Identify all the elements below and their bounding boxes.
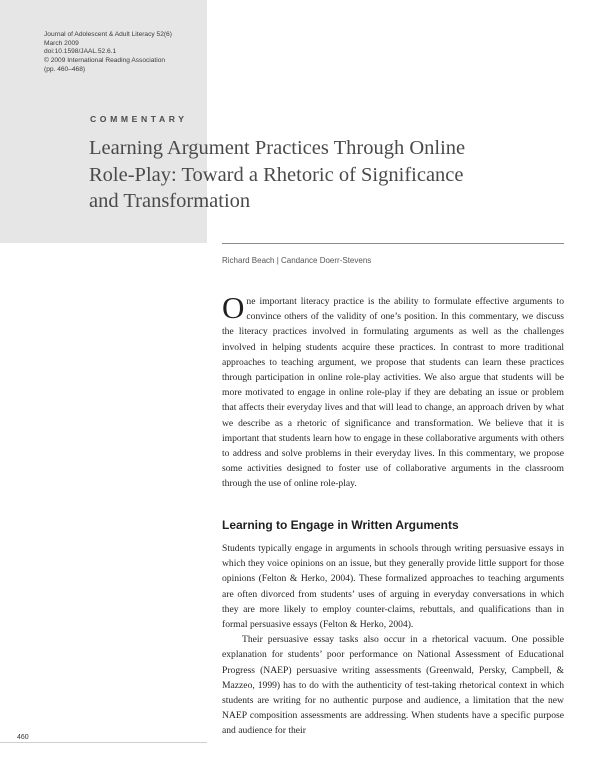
author-byline: Richard Beach | Candance Doerr-Stevens bbox=[222, 256, 372, 265]
page-number: 460 bbox=[17, 734, 29, 741]
title-line: and Transformation bbox=[89, 190, 251, 212]
abstract-paragraph bbox=[222, 290, 564, 492]
page-number-rule bbox=[0, 742, 207, 743]
title-divider bbox=[222, 243, 564, 244]
journal-line: doi:10.1598/JAAL.52.6.1 bbox=[44, 48, 117, 56]
abstract bbox=[222, 290, 564, 492]
abstract-text: ne important literacy practice is the ability to formulate effective arguments to convince others of the validity of one’s position. In this commentary, we discuss the literacy practices involved in formulating arguments as well as the challenges involved in helping students acquire these practices. In contrast to more traditional approaches to teaching argument, we propose that students can learn these practices through participation in online role-play activities. We also argue that students will be more motivated to engage in online role-play if they are debating an issue or problem that affects their everyday lives and that will lead to change, an approach driven by what we describe as a rhetoric of significance and transformation. We believe that it is important that students learn how to engage in these collaborative arguments with others to address and solve problems in their everyday lives. In this commentary, we propose some activities designed to foster use of collaborative arguments in the classroom through the use of online role-play. bbox=[222, 296, 564, 490]
title-line: Role-Play: Toward a Rhetoric of Significance bbox=[89, 163, 464, 186]
section-heading: Learning to Engage in Written Arguments bbox=[222, 518, 459, 532]
journal-line: (pp. 460–468) bbox=[44, 65, 86, 73]
body-paragraph: Their persuasive essay tasks also occur in a rhetorical vacuum. One possible explanation for students’ poor performance on National Assessment of Educational Progress (NAEP) persuasive writing assessments (Greenwald, Persky, Campbell, & Mazzeo, 1999) has to do with the authenticity of test-taking rhetorical context in which students are writing for no authentic purpose and audience, a limitation that the new NAEP composition assessments are addressing. When students have a specific purpose and audience for their bbox=[222, 634, 564, 737]
journal-line: © 2009 International Reading Association bbox=[44, 57, 166, 65]
drop-cap: O bbox=[222, 290, 245, 325]
section-kicker: COMMENTARY bbox=[90, 114, 188, 124]
margin-area bbox=[0, 243, 207, 779]
article-title bbox=[89, 135, 569, 215]
title-line: Learning Argument Practices Through Online bbox=[89, 137, 466, 159]
journal-info bbox=[44, 31, 172, 75]
body-paragraph: Students typically engage in arguments in schools through writing persuasive essays in which they voice opinions on an issue, but they generally provide little support for those opinions (Felton & Herko, 2004). These formalized approaches to teaching arguments are often divorced from students’ uses of arguing in everyday conversations in which they are more likely to employ counter-claims, rebuttals, and qualifications than in formal persuasive essays (Felton & Herko, 2004). bbox=[222, 543, 564, 631]
section-body bbox=[222, 541, 564, 739]
journal-line: Journal of Adolescent & Adult Literacy 52(6) bbox=[44, 31, 172, 38]
journal-line: March 2009 bbox=[44, 39, 79, 47]
